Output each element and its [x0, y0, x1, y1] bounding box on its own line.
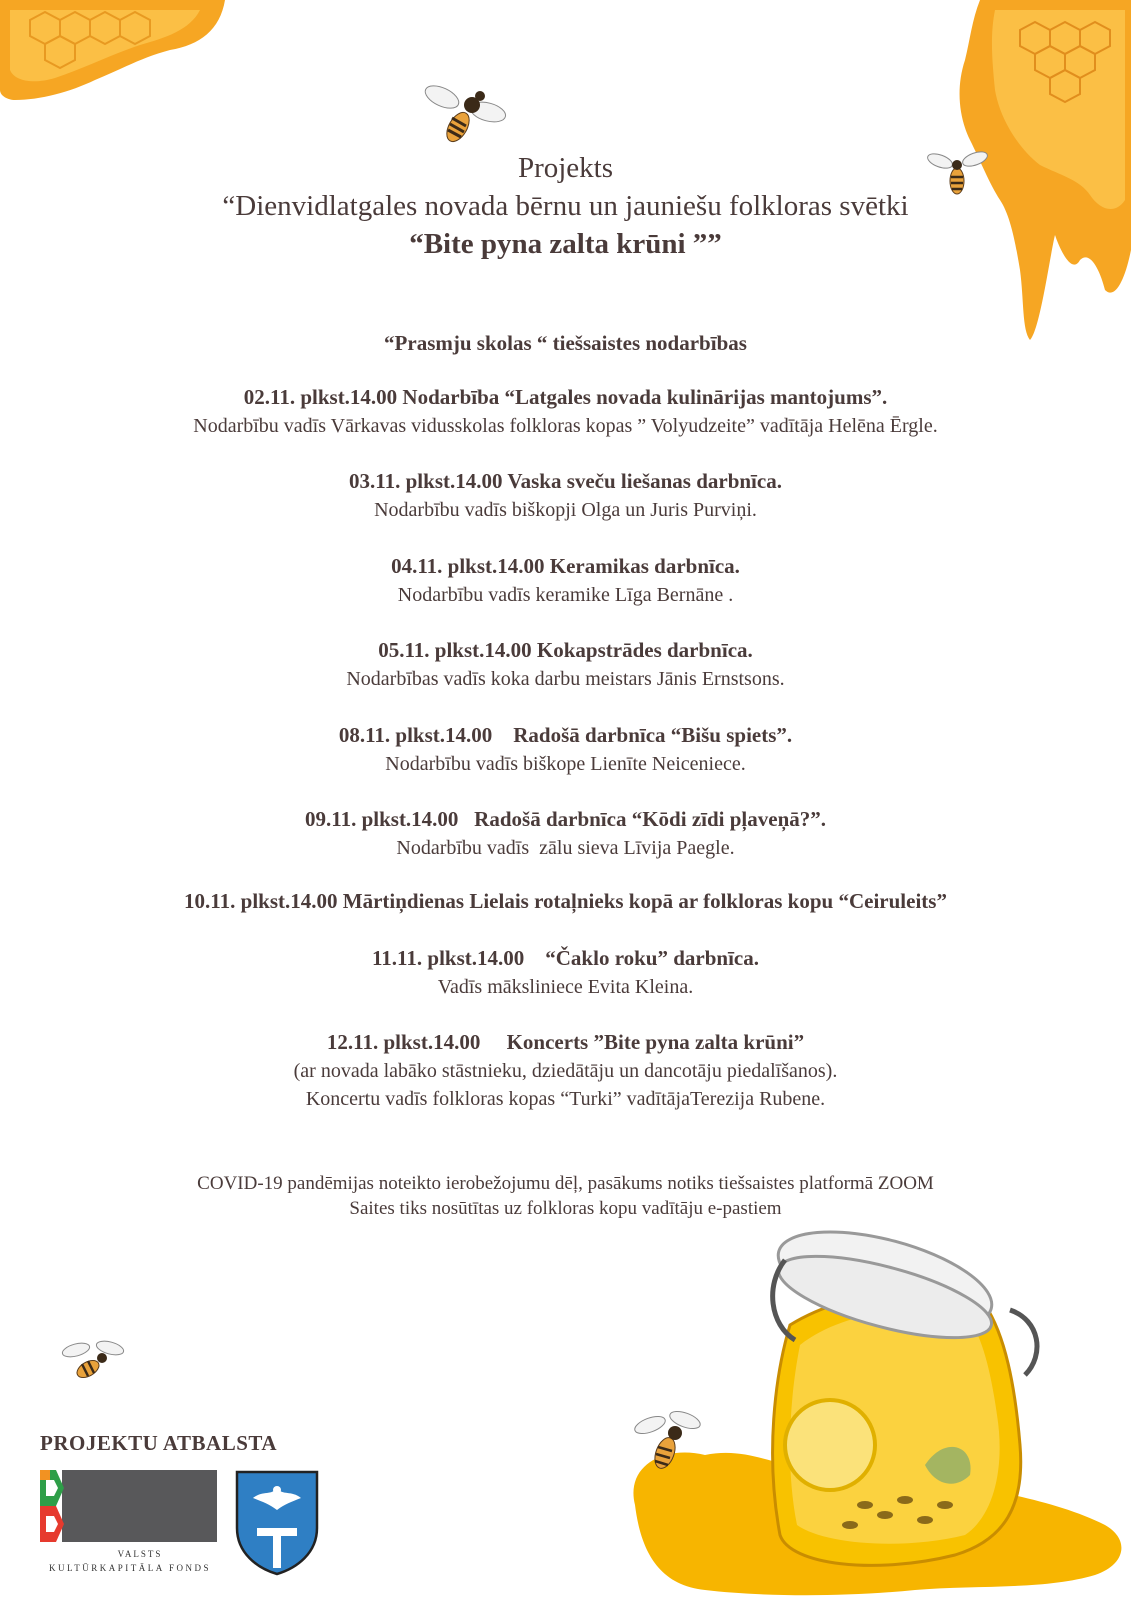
event-heading: 05.11. plkst.14.00 Kokapstrādes darbnīca. — [378, 638, 753, 662]
event-item — [0, 636, 1131, 693]
notice-line: Saites tiks nosūtītas uz folkloras kopu vadītāju e-pastiem — [349, 1198, 782, 1219]
event-item — [0, 805, 1131, 862]
logo-text: VALSTS — [117, 1549, 163, 1559]
event-item — [0, 383, 1131, 440]
event-item — [0, 944, 1131, 1001]
event-heading: 09.11. plkst.14.00 Radošā darbnīca “Kōdi zīdi pļaveņā?”. — [304, 807, 826, 831]
event-heading: 04.11. plkst.14.00 Keramikas darbnīca. — [391, 554, 740, 578]
event-heading: 02.11. plkst.14.00 Nodarbība “Latgales novada kulinārijas mantojums”. — [243, 385, 888, 409]
event-detail: Nodarbību vadīs biškope Lienīte Neiceniece. — [385, 753, 746, 775]
event-detail: Koncertu vadīs folkloras kopas “Turki” vadītājaTerezija Rubene. — [305, 1088, 826, 1110]
event-heading: 11.11. plkst.14.00 “Čaklo roku” darbnīca. — [371, 946, 760, 970]
event-item — [0, 552, 1131, 609]
support-label: PROJEKTU ATBALSTA — [40, 1431, 278, 1455]
covid-notice — [0, 1171, 1131, 1221]
project-label: Projekts — [517, 152, 614, 184]
municipality-coat-of-arms-icon — [233, 1468, 321, 1576]
event-detail: Nodarbības vadīs koka darbu meistars Jānis Ernstsons. — [346, 668, 785, 690]
event-heading: 03.11. plkst.14.00 Vaska sveču liešanas darbnīca. — [349, 469, 782, 493]
event-detail: Nodarbību vadīs biškopji Olga un Juris Purviņi. — [374, 499, 757, 521]
event-detail: Nodarbību vadīs Vārkavas vidusskolas folkloras kopas ” Volyudzeite” vadītāja Helēna Ērgle. — [193, 415, 938, 437]
section-subtitle: “Prasmju skolas “ tiešsaistes nodarbības — [384, 331, 747, 355]
event-item — [0, 1028, 1131, 1113]
event-detail: Nodarbību vadīs zālu sieva Līvija Paegle. — [396, 837, 735, 859]
event-heading: 08.11. plkst.14.00 Radošā darbnīca “Bišu spiets”. — [338, 723, 793, 747]
kulturkapitala-fonds-logo — [40, 1470, 220, 1575]
event-detail: Nodarbību vadīs keramike Līga Bernāne . — [397, 584, 734, 606]
bee-icon — [420, 72, 510, 152]
bee-icon — [58, 1336, 128, 1386]
logo-text: KULTŪRKAPITĀLA FONDS — [49, 1563, 211, 1573]
event-heading: 12.11. plkst.14.00 Koncerts ”Bite pyna zalta krūni” — [326, 1030, 805, 1054]
event-item — [0, 721, 1131, 778]
honeycomb-top-left-image — [0, 0, 230, 110]
event-detail: Vadīs māksliniece Evita Kleina. — [437, 976, 694, 998]
project-title: “Dienvidlatgales novada bērnu un jauniešu folkloras svētki — [222, 190, 909, 222]
event-heading: 10.11. plkst.14.00 Mārtiņdienas Lielais rotaļnieks kopā ar folkloras kopu “Ceiruleits” — [184, 889, 947, 913]
event-detail: (ar novada labāko stāstnieku, dziedātāju un dancotāju piedalīšanos). — [293, 1060, 838, 1082]
notice-line: COVID-19 pandēmijas noteikto ierobežojumu dēļ, pasākums notiks tiešsaistes platformā ZOOM — [197, 1173, 934, 1194]
event-item — [0, 467, 1131, 524]
festival-name: “Bite pyna zalta krūni ”” — [409, 228, 722, 260]
honey-jar-image — [625, 1205, 1131, 1600]
event-item — [0, 887, 1131, 916]
